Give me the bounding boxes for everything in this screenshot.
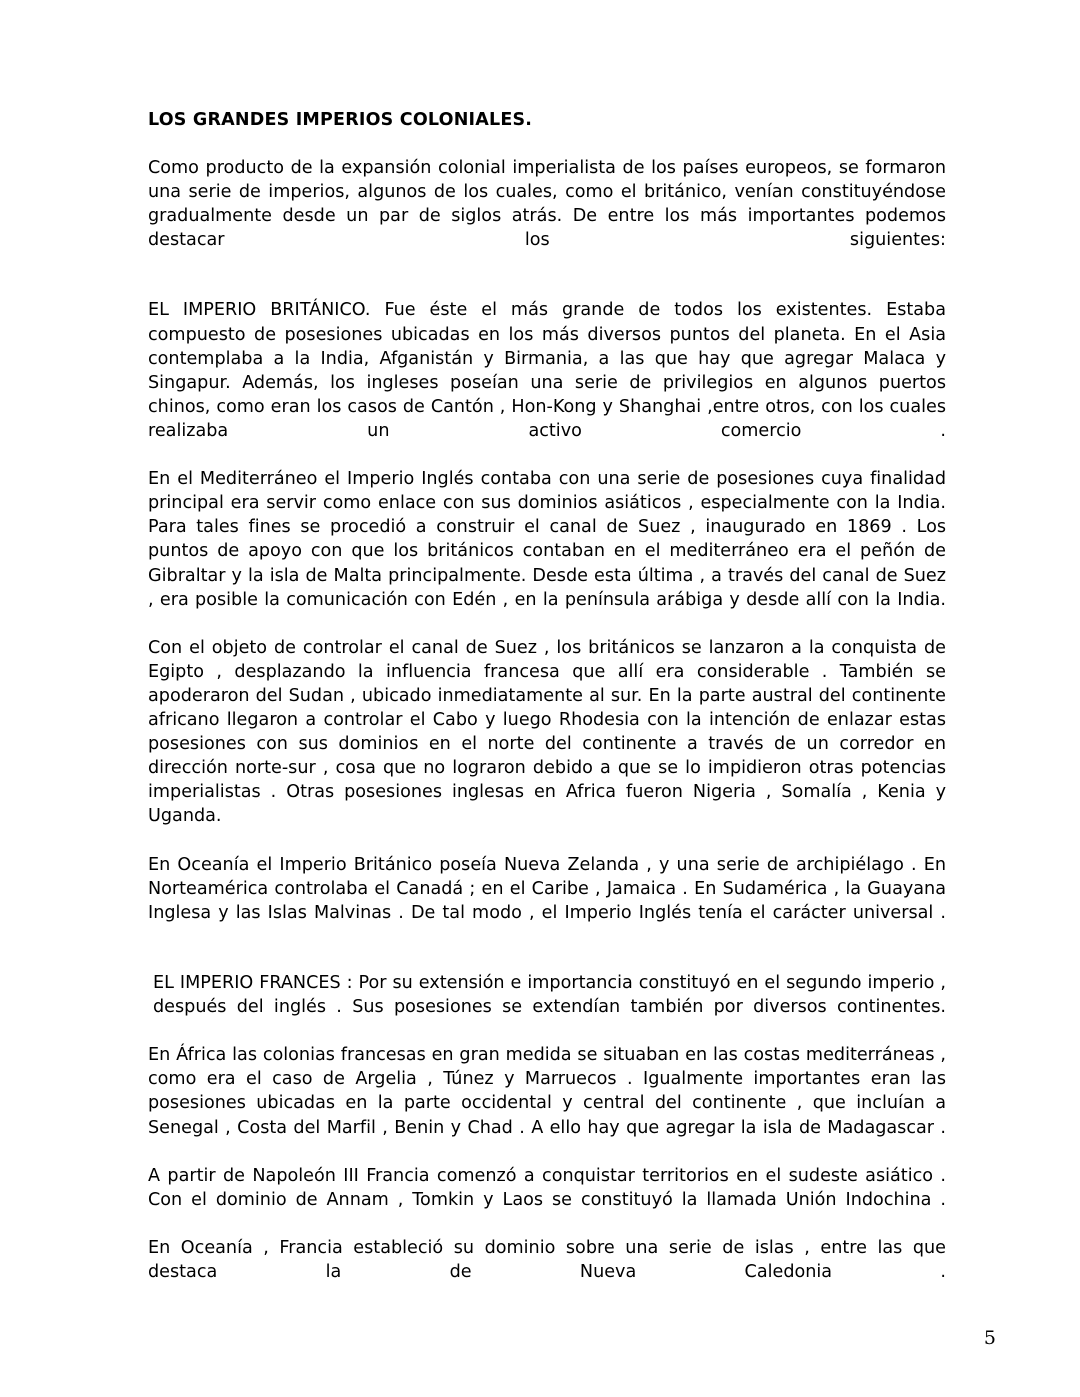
british-empire-paragraph-1: EL IMPERIO BRITÁNICO. Fue éste el más grande de todos los existentes. Estaba compuesto de posesiones ubicadas en los más diversos puntos del planeta. En el Asia contemplaba a la India, Afganistán y Birmania, a las que hay que agregar Malaca y Singapur. Además, los ingleses poseían una serie de privilegios en algunos puertos chinos, como eran los casos de Cantón , Hon-Kong y Shanghai ,entre otros, con los cuales realizaba un activo comercio . bbox=[148, 300, 946, 441]
french-empire-paragraph-4: En Oceanía , Francia estableció su dominio sobre una serie de islas , entre las que destaca la de Nueva Caledonia . bbox=[148, 1238, 946, 1283]
page-number: 5 bbox=[983, 1327, 996, 1349]
french-empire-paragraph-1: EL IMPERIO FRANCES : Por su extensión e importancia constituyó en el segundo imperio , después del inglés . Sus posesiones se extendían también por diversos continentes. bbox=[153, 973, 946, 1018]
section-spacer-intro bbox=[148, 276, 946, 298]
french-empire-paragraph-2: En África las colonias francesas en gran medida se situaban en las costas mediterráneas , como era el caso de Argelia , Túnez y Marruecos . Igualmente importantes eran las posesiones ubicadas en la parte occidental y central del continente , que incluían a Senegal , Costa del Marfil , Benin y Chad . A ello hay que agregar la isla de Madagascar . bbox=[148, 1045, 946, 1138]
french-empire-paragraph-3: A partir de Napoleón III Francia comenzó a conquistar territorios en el sudeste asiático . Con el dominio de Annam , Tomkin y Laos se constituyó la llamada Unión Indochina . bbox=[148, 1165, 946, 1210]
document-body bbox=[148, 108, 946, 1308]
title-spacer bbox=[148, 132, 946, 156]
intro-paragraph: Como producto de la expansión colonial imperialista de los países europeos, se formaron una serie de imperios, algunos de los cuales, como el británico, venían constituyéndose gradualmente desde un par de siglos atrás. De entre los más importantes podemos destacar los siguientes: bbox=[148, 158, 946, 251]
section-spacer-british bbox=[148, 949, 946, 971]
page-title: LOS GRANDES IMPERIOS COLONIALES. bbox=[148, 110, 533, 130]
british-empire-paragraph-3: Con el objeto de controlar el canal de Suez , los británicos se lanzaron a la conquista de Egipto , desplazando la influencia francesa que allí era considerable . También se apoderaron del Sudan , ubicado inmediatamente al sur. En la parte austral del continente africano llegaron a controlar el Cabo y luego Rhodesia con la intención de enlazar estas posesiones con sus dominios en el norte del continente a través de un corredor en dirección norte-sur , cosa que no lograron debido a que se lo impidieron otras potencias imperialistas . Otras posesiones inglesas en Africa fueron Nigeria , Somalía , Kenia y Uganda. bbox=[148, 637, 946, 827]
british-empire-paragraph-4: En Oceanía el Imperio Británico poseía Nueva Zelanda , y una serie de archipiélago . En Norteamérica controlaba el Canadá ; en el Caribe , Jamaica . En Sudamérica , la Guayana Inglesa y las Islas Malvinas . De tal modo , el Imperio Inglés tenía el carácter universal . bbox=[148, 854, 946, 923]
british-empire-paragraph-2: En el Mediterráneo el Imperio Inglés contaba con una serie de posesiones cuya finalidad principal era servir como enlace con sus dominios asiáticos , especialmente con la India. Para tales fines se procedió a construir el canal de Suez , inaugurado en 1869 . Los puntos de apoyo con que los británicos contaban en el mediterráneo era el peñón de Gibraltar y la isla de Malta principalmente. Desde esta última , a través del canal de Suez , era posible la comunicación con Edén , en la península arábiga y desde allí con la India. bbox=[148, 469, 946, 610]
